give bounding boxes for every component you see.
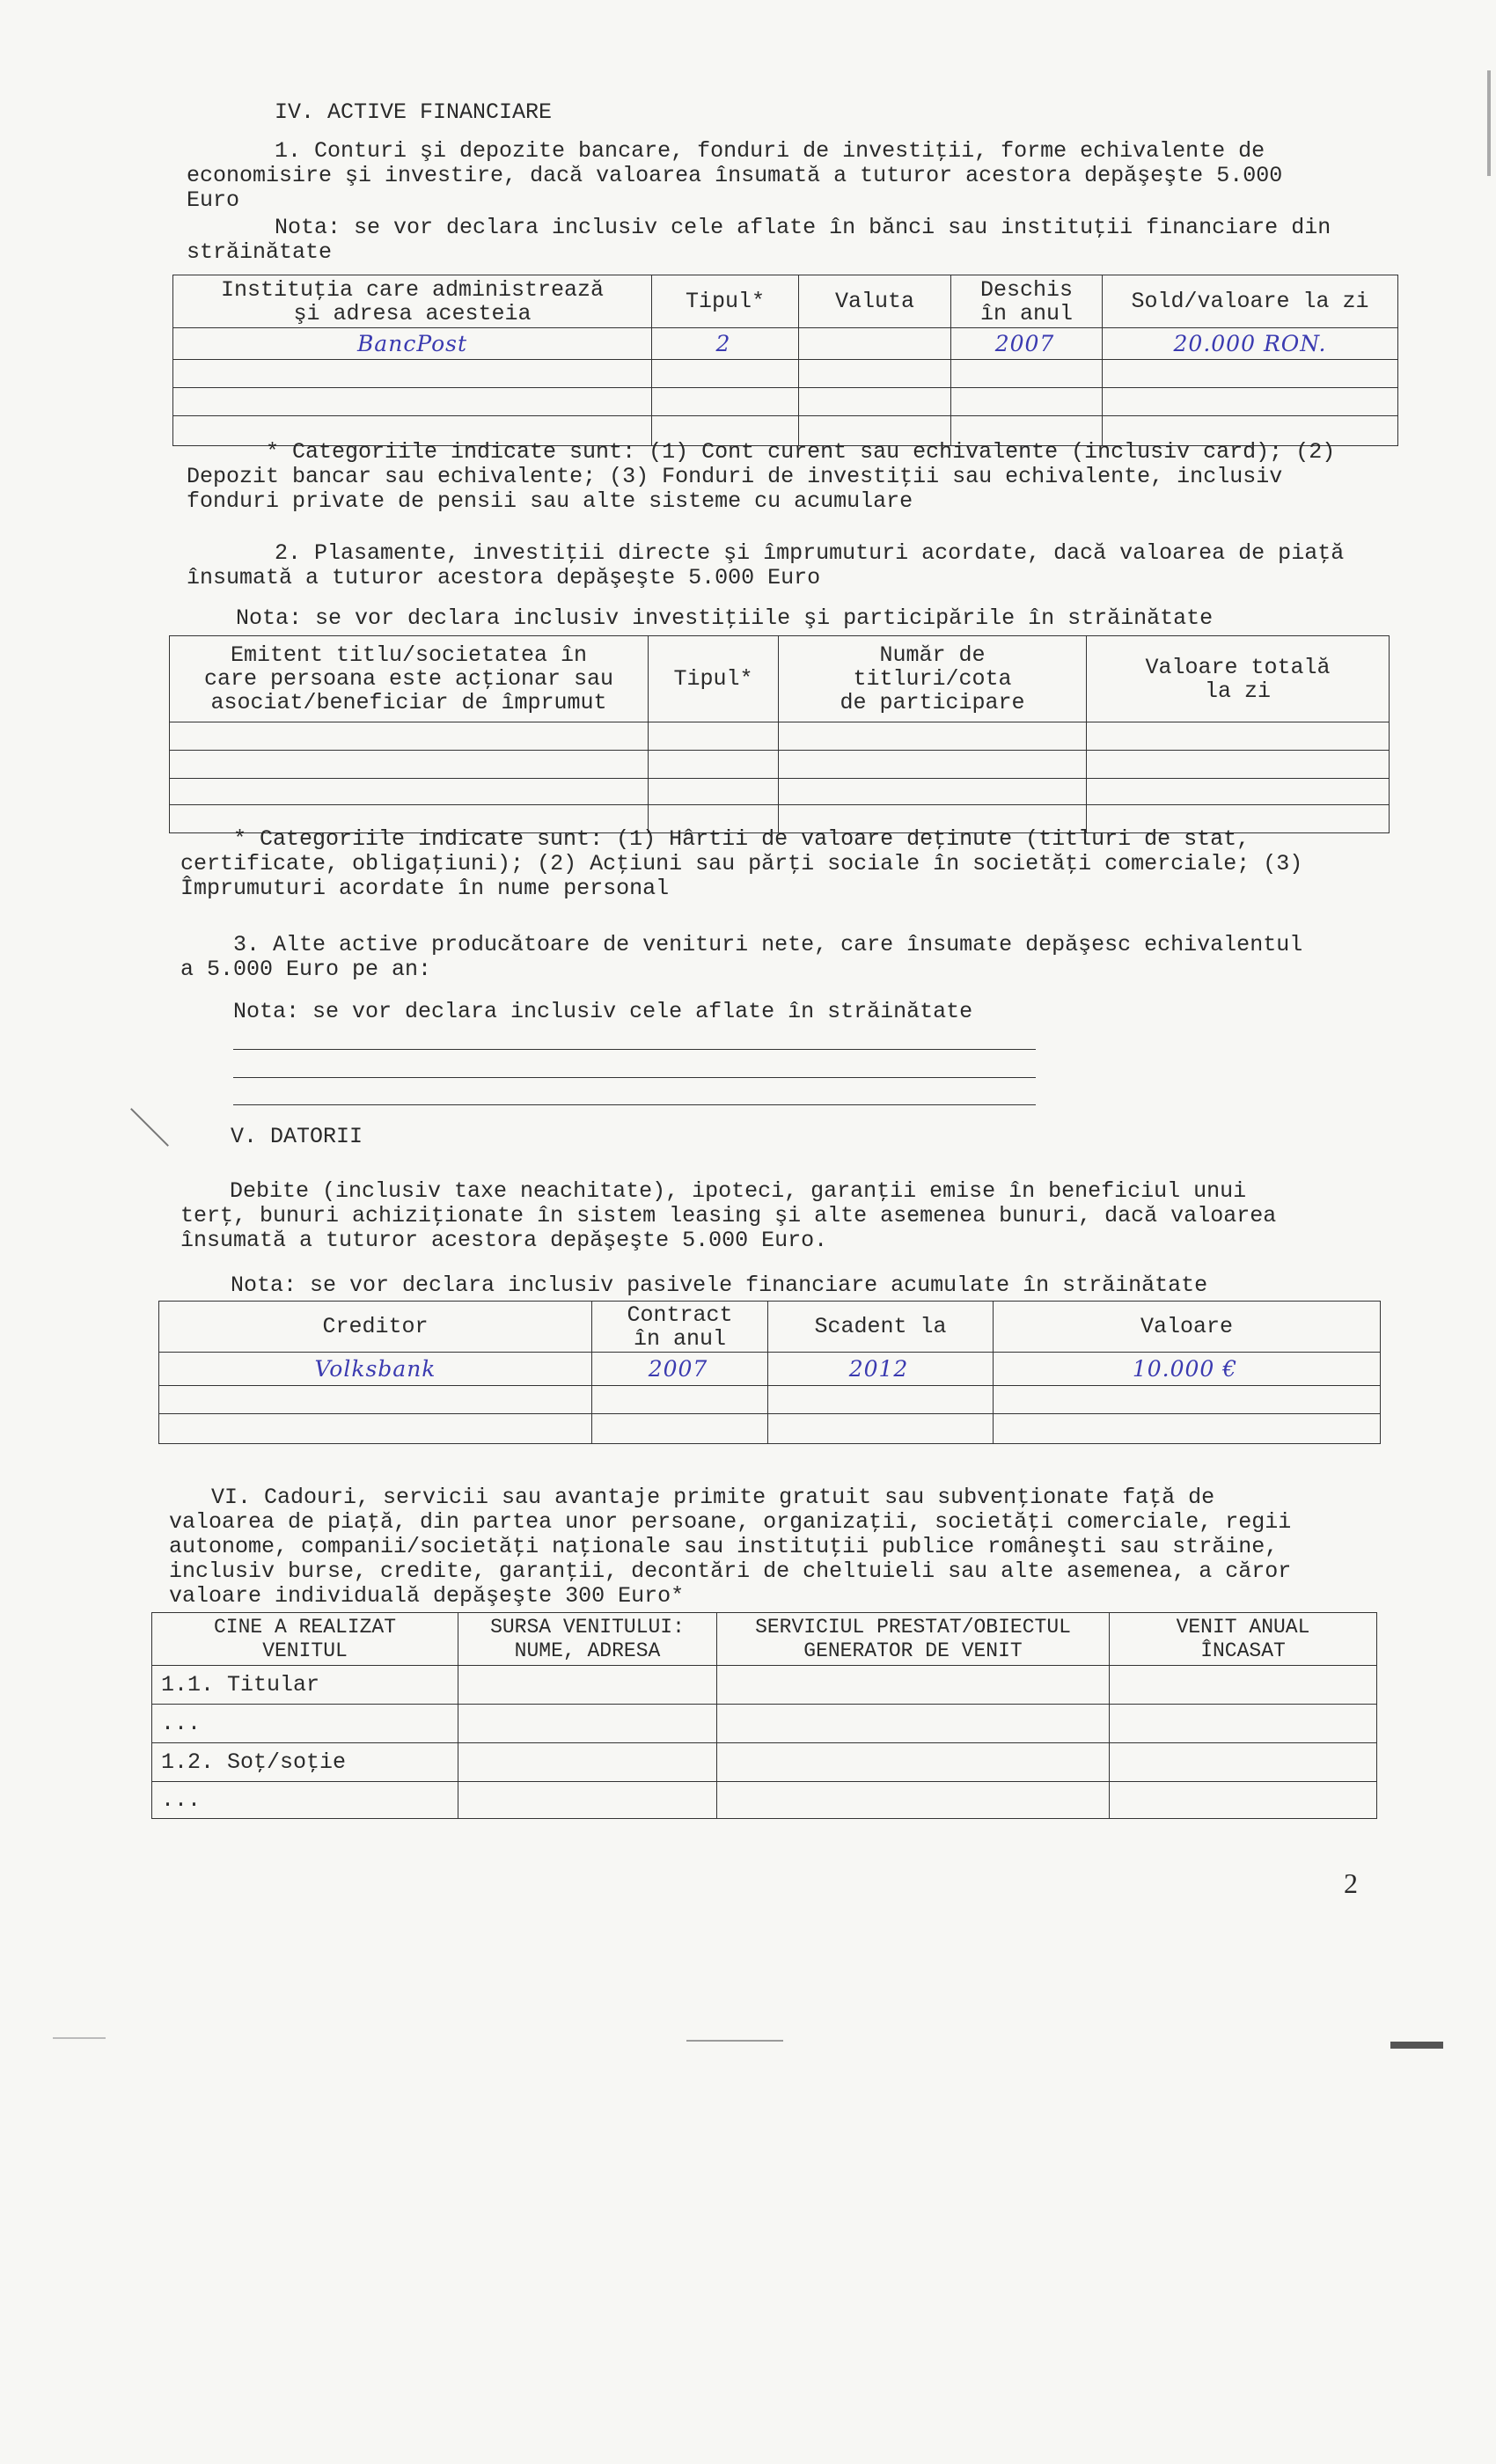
section-v-text: Debite (inclusiv taxe neachitate), ipoteci, garanţii emise în beneficiul unui terţ, bunuri achiziţionate în sistem leasing şi alte asemenea bunuri, dacă valoarea însumată a tuturor acestora depăşeşte 5.000 Euro. xyxy=(180,1178,1277,1253)
header-currency: Valuta xyxy=(799,275,951,328)
section-iv-point3-text: 3. Alte active producătoare de venituri nete, care însumate depăşesc echivalentul a 5.000 Euro pe an: xyxy=(180,932,1303,982)
section-iv-point1-text: 1. Conturi şi depozite bancare, fonduri de investiţii, forme echivalente de economisire şi investire, dacă valoarea însumată a tuturor acestora depăşeşte 5.000 Euro xyxy=(187,138,1283,213)
header-shares-count: Număr de titluri/cota de participare xyxy=(779,636,1087,722)
cell-contract-year[interactable]: 2007 xyxy=(592,1353,768,1386)
bank-accounts-table xyxy=(172,275,1398,446)
cell-institution[interactable]: BancPost xyxy=(173,328,652,360)
header-creditor: Creditor xyxy=(159,1302,592,1353)
header-contract-year: Contract în anul xyxy=(592,1302,768,1353)
table-row xyxy=(152,1743,1377,1782)
table-header-row xyxy=(170,636,1390,722)
header-service: SERVICIUL PRESTAT/OBIECTUL GENERATOR DE VENIT xyxy=(717,1613,1110,1666)
table-row xyxy=(170,751,1390,779)
table-row xyxy=(152,1705,1377,1743)
section-iv-title: IV. ACTIVE FINANCIARE xyxy=(275,99,553,125)
cell-balance[interactable]: 20.000 RON. xyxy=(1103,328,1398,360)
header-type: Tipul* xyxy=(649,636,779,722)
table-header-row xyxy=(159,1302,1381,1353)
table-row xyxy=(173,328,1398,360)
header-who: CINE A REALIZAT VENITUL xyxy=(152,1613,458,1666)
blank-line[interactable] xyxy=(233,1104,1036,1105)
cell-opened-year[interactable]: 2007 xyxy=(951,328,1103,360)
table-row xyxy=(173,388,1398,416)
cell-currency[interactable] xyxy=(799,328,951,360)
row-label: 1.2. Soţ/soţie xyxy=(152,1743,458,1782)
cell-value[interactable]: 10.000 € xyxy=(994,1353,1381,1386)
gifts-table xyxy=(151,1612,1377,1819)
table-row xyxy=(170,779,1390,805)
cell-creditor[interactable]: Volksbank xyxy=(159,1353,592,1386)
header-income: VENIT ANUAL ÎNCASAT xyxy=(1110,1613,1377,1666)
cell-type[interactable]: 2 xyxy=(652,328,799,360)
blank-line[interactable] xyxy=(233,1077,1036,1078)
section-iv-note3: Nota: se vor declara inclusiv cele aflate în străinătate xyxy=(233,999,973,1024)
section-v-title: V. DATORII xyxy=(231,1124,363,1149)
row-label: ... xyxy=(152,1705,458,1743)
header-issuer: Emitent titlu/societatea în care persoana este acţionar sau asociat/beneficiar de împrumut xyxy=(170,636,649,722)
section-iv-note1: Nota: se vor declara inclusiv cele aflate în bănci sau instituţii financiare din străinătate xyxy=(187,215,1331,265)
row-label: ... xyxy=(152,1782,458,1819)
scan-artifact xyxy=(53,2037,106,2039)
table-row xyxy=(159,1353,1381,1386)
table-row xyxy=(173,360,1398,388)
header-balance: Sold/valoare la zi xyxy=(1103,275,1398,328)
header-due: Scadent la xyxy=(768,1302,994,1353)
section-iv-categories2: * Categoriile indicate sunt: (1) Hârtii de valoare deţinute (titluri de stat, certificate, obligaţiuni); (2) Acţiuni sau părţi sociale în societăţi comerciale; (3) Împrumuturi acordate în nume personal xyxy=(180,826,1303,901)
header-value: Valoare xyxy=(994,1302,1381,1353)
table-row xyxy=(159,1414,1381,1444)
header-institution: Instituţia care administrează şi adresa acesteia xyxy=(173,275,652,328)
table-row xyxy=(159,1386,1381,1414)
section-iv-categories1: * Categoriile indicate sunt: (1) Cont curent sau echivalente (inclusiv card); (2) Depozit bancar sau echivalente; (3) Fonduri de investiţii sau echivalente, inclusiv fonduri private de pensii sau alte sisteme cu acumulare xyxy=(187,439,1336,514)
debts-table xyxy=(158,1301,1381,1444)
table-row xyxy=(152,1782,1377,1819)
investments-table xyxy=(169,635,1390,833)
page-number: 2 xyxy=(1344,1867,1358,1899)
scan-artifact xyxy=(1487,70,1491,176)
header-type: Tipul* xyxy=(652,275,799,328)
table-row xyxy=(170,722,1390,751)
scan-artifact xyxy=(130,1108,169,1147)
scan-artifact xyxy=(1390,2042,1443,2049)
table-header-row xyxy=(173,275,1398,328)
header-total-value: Valoare totală la zi xyxy=(1087,636,1390,722)
section-iv-note2: Nota: se vor declara inclusiv investiţiile şi participările în străinătate xyxy=(236,605,1214,631)
table-header-row xyxy=(152,1613,1377,1666)
scan-artifact xyxy=(686,2040,783,2042)
section-vi-text: VI. Cadouri, servicii sau avantaje primite gratuit sau subvenţionate faţă de valoarea de piaţă, din partea unor persoane, organizaţii, societăţi comerciale, regii autonome, companii/societăţi naţionale sau instituţii publice româneşti sau străine, inclusiv burse, credite, garanţii, decontări de cheltuieli sau alte asemenea, a căror valoare individuală depăşeşte 300 Euro* xyxy=(169,1485,1292,1609)
section-v-note: Nota: se vor declara inclusiv pasivele financiare acumulate în străinătate xyxy=(231,1272,1208,1298)
header-source: SURSA VENITULUI: NUME, ADRESA xyxy=(458,1613,717,1666)
blank-line[interactable] xyxy=(233,1049,1036,1050)
header-opened-year: Deschis în anul xyxy=(951,275,1103,328)
row-label: 1.1. Titular xyxy=(152,1666,458,1705)
table-row xyxy=(152,1666,1377,1705)
section-iv-point2-text: 2. Plasamente, investiţii directe şi împrumuturi acordate, dacă valoarea de piaţă însumată a tuturor acestora depăşeşte 5.000 Euro xyxy=(187,540,1345,590)
cell-due[interactable]: 2012 xyxy=(768,1353,994,1386)
